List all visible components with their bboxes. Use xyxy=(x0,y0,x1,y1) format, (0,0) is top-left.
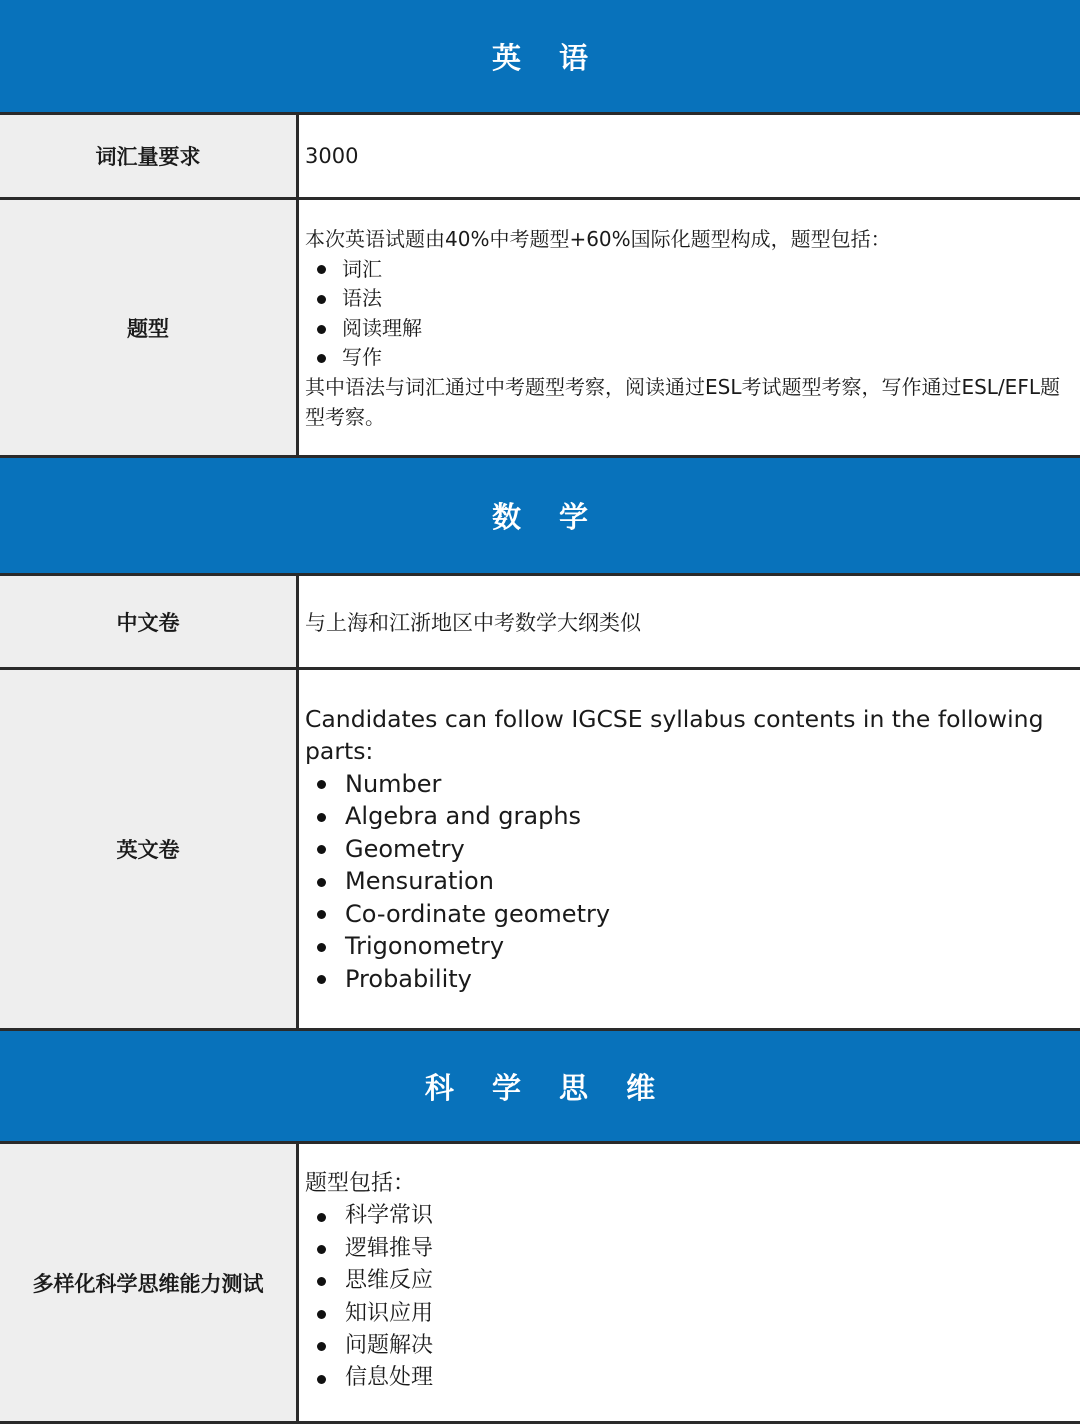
list-item: 信息处理 xyxy=(305,1362,1076,1394)
bullet-list xyxy=(305,255,1076,373)
list-item: 写作 xyxy=(305,343,1076,373)
section-title: 科 学 思 维 xyxy=(424,1070,670,1105)
list-item: 逻辑推导 xyxy=(305,1233,1076,1265)
section-title: 数 学 xyxy=(491,500,603,534)
list-item: Co-ordinate geometry xyxy=(305,898,1076,931)
list-item: Algebra and graphs xyxy=(305,800,1076,833)
list-item: 知识应用 xyxy=(305,1298,1076,1330)
list-item: 思维反应 xyxy=(305,1265,1076,1297)
list-item: Geometry xyxy=(305,833,1076,866)
row-value-cell xyxy=(299,1144,1080,1421)
table-row xyxy=(0,115,1080,200)
row-label: 英文卷 xyxy=(0,670,299,1028)
list-item: Trigonometry xyxy=(305,930,1076,963)
list-item: 科学常识 xyxy=(305,1200,1076,1232)
section-title: 英 语 xyxy=(491,40,603,75)
row-value-cell xyxy=(299,670,1080,1028)
row-label: 中文卷 xyxy=(0,576,299,667)
list-item: 阅读理解 xyxy=(305,314,1076,344)
table-row xyxy=(0,200,1080,458)
row-value: 3000 xyxy=(305,144,359,168)
row-intro-text: Candidates can follow IGCSE syllabus contents in the following parts: xyxy=(305,704,1044,766)
list-item: 语法 xyxy=(305,284,1076,314)
section-header-science xyxy=(0,1031,1080,1144)
section-header-math xyxy=(0,458,1080,576)
list-item: 问题解决 xyxy=(305,1330,1076,1362)
list-item: Number xyxy=(305,768,1076,801)
row-value-cell xyxy=(299,200,1080,455)
row-label: 多样化科学思维能力测试 xyxy=(0,1144,299,1421)
row-label: 词汇量要求 xyxy=(0,115,299,197)
row-label: 题型 xyxy=(0,200,299,455)
table-row xyxy=(0,576,1080,670)
row-value-cell xyxy=(299,576,1080,667)
bullet-list xyxy=(305,1200,1076,1394)
list-item: Mensuration xyxy=(305,865,1076,898)
table-row xyxy=(0,670,1080,1031)
row-value-cell xyxy=(299,115,1080,197)
row-value: 与上海和江浙地区中考数学大纲类似 xyxy=(305,610,641,635)
section-header-english xyxy=(0,0,1080,115)
list-item: Probability xyxy=(305,963,1076,996)
row-intro-text: 本次英语试题由40%中考题型+60%国际化题型构成，题型包括： xyxy=(305,227,891,251)
row-intro-text: 题型包括： xyxy=(305,1171,416,1196)
table-row xyxy=(0,1144,1080,1424)
bullet-list xyxy=(305,768,1076,996)
row-outro-text: 其中语法与词汇通过中考题型考察，阅读通过ESL考试题型考察，写作通过ESL/EFL题型考察。 xyxy=(305,374,1060,429)
list-item: 词汇 xyxy=(305,255,1076,285)
